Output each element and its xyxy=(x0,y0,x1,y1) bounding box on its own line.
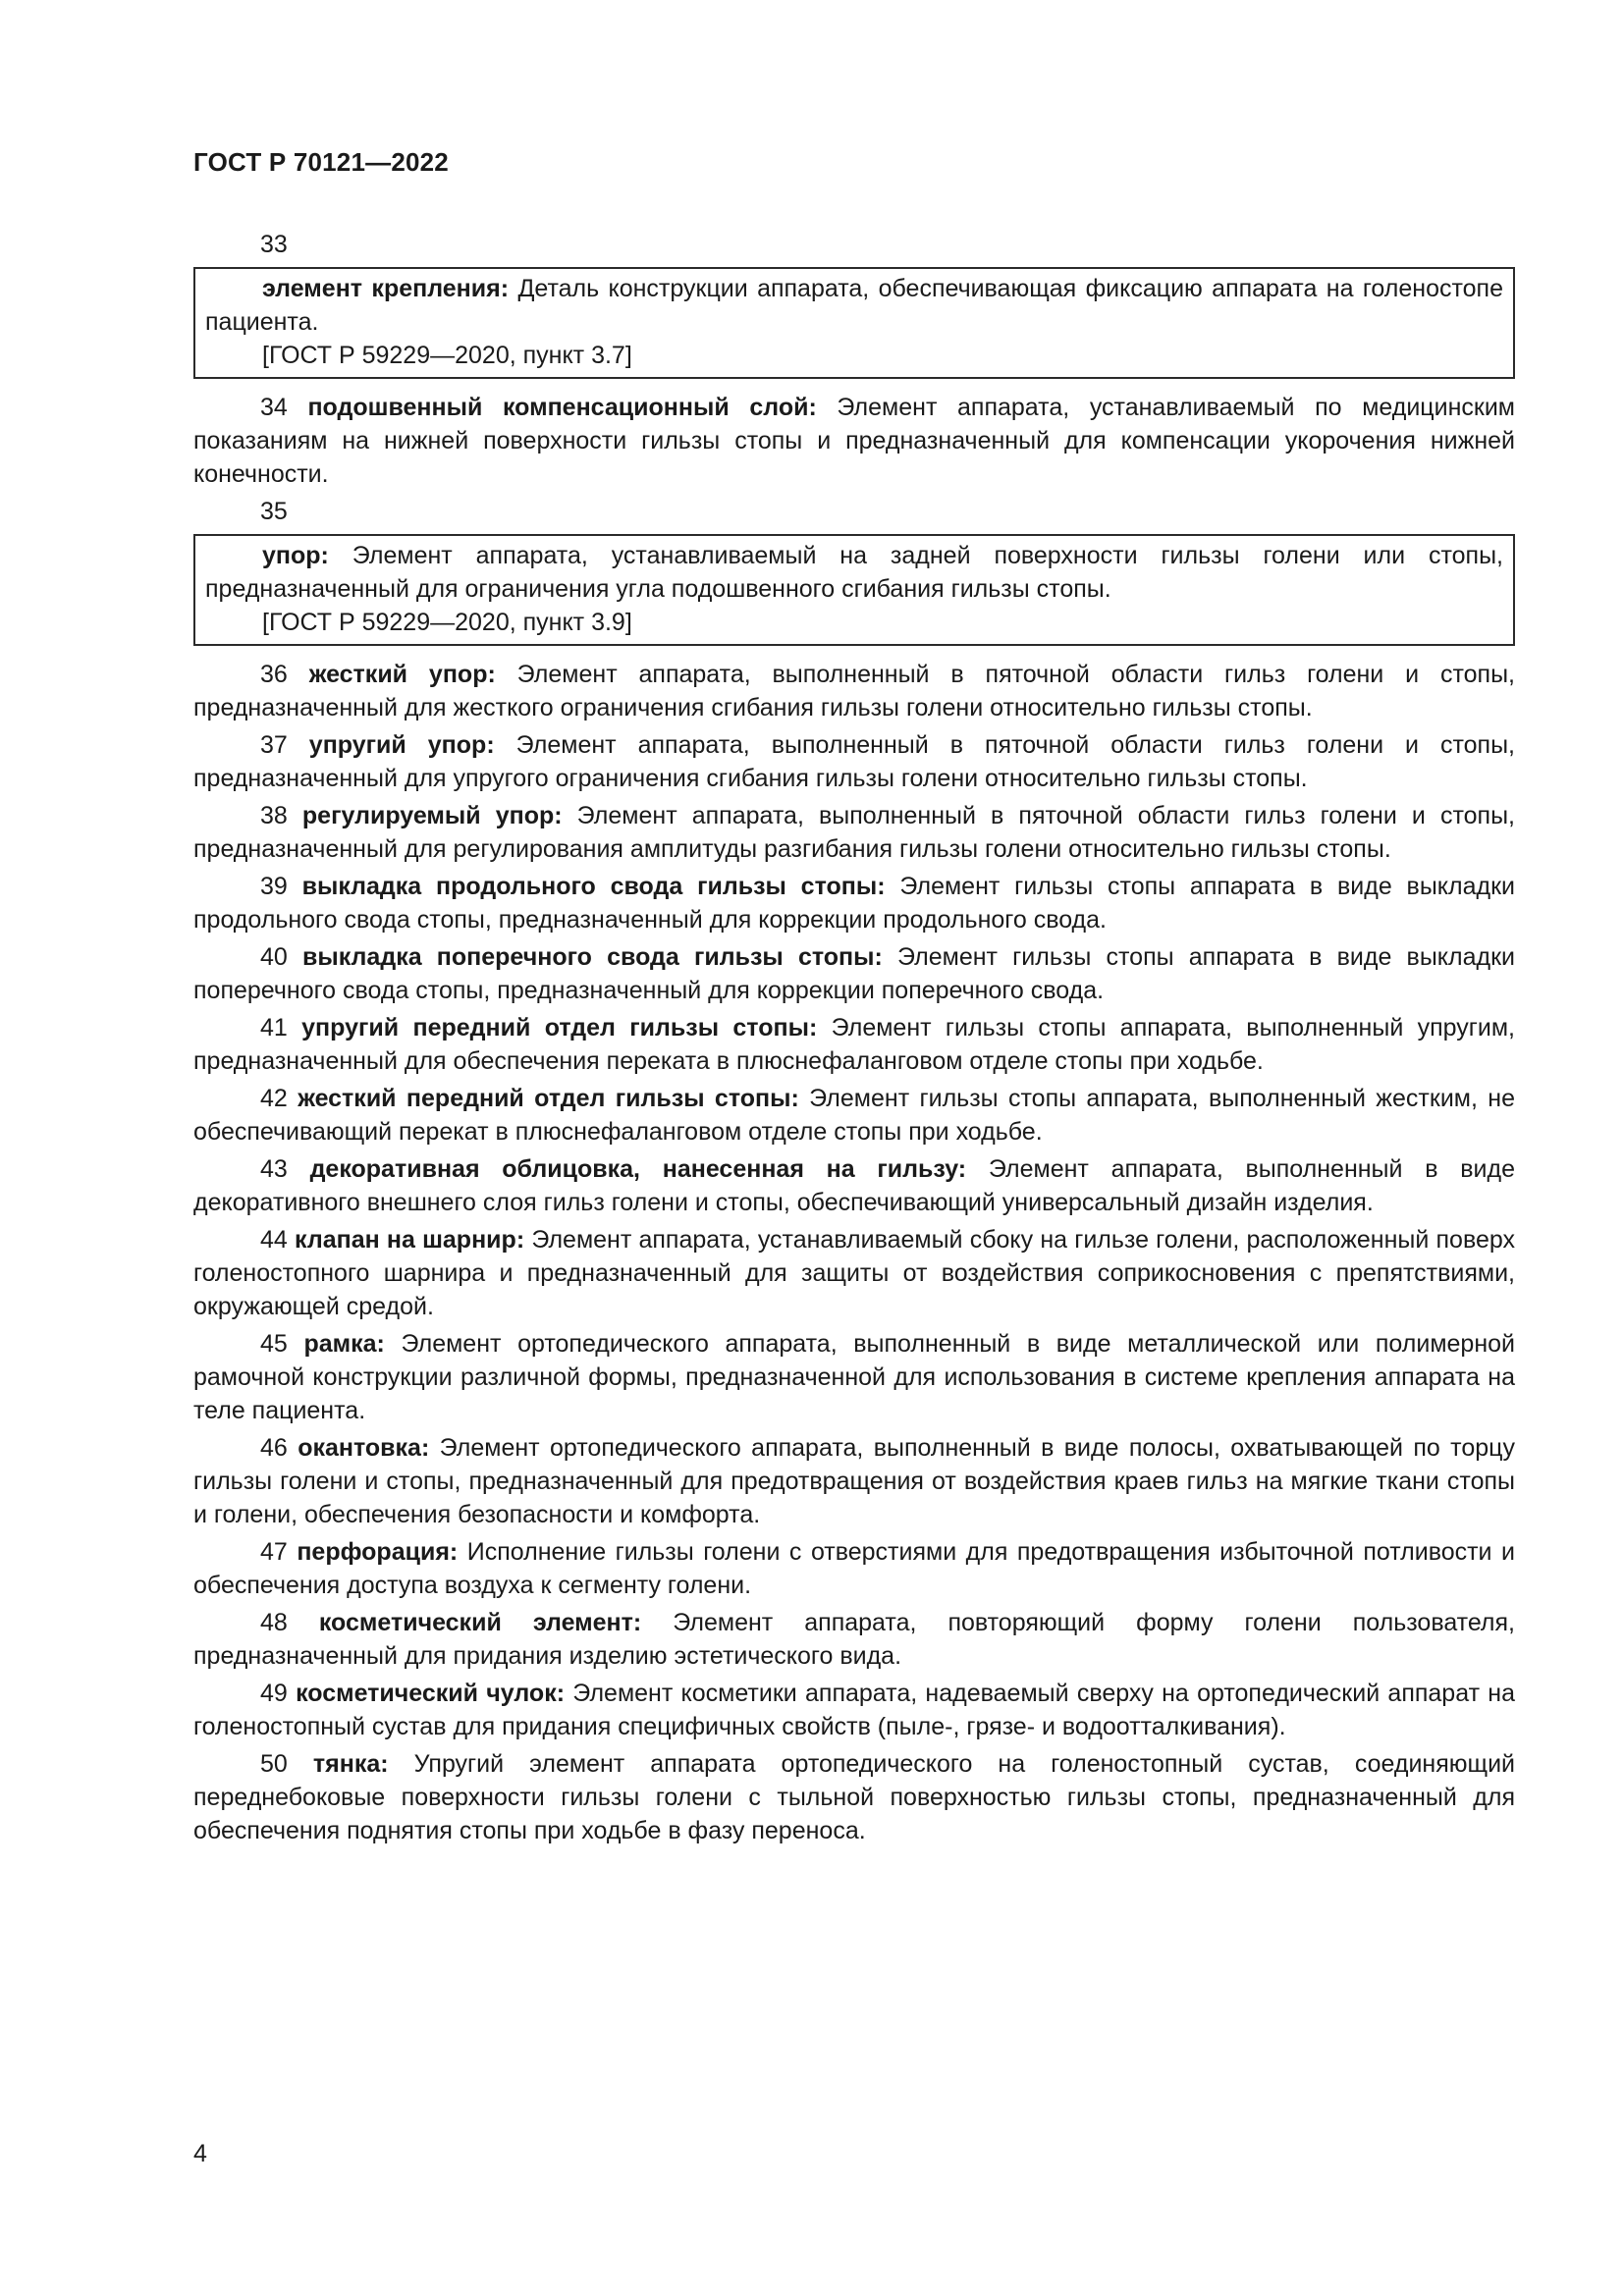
term-entry xyxy=(205,272,1503,339)
term-name: клапан на шарнир: xyxy=(295,1226,525,1254)
term-name: подошвенный компенсационный слой: xyxy=(307,394,817,421)
page-number: 4 xyxy=(193,2140,207,2167)
term-name: жесткий упор: xyxy=(308,661,496,688)
term-42 xyxy=(193,1082,1515,1148)
term-name: косметический чулок: xyxy=(296,1680,566,1707)
term-reference: [ГОСТ Р 59229—2020, пункт 3.9] xyxy=(262,609,632,636)
framed-term-33 xyxy=(193,267,1515,379)
term-definition: Элемент ортопедического аппарата, выполненный в виде полосы, охватывающей по торцу гильзы голени и стопы, предназначенный для предотвращения от воздействия краев гильз на мягкие ткани стопы и голени, обеспечения безопасности и комфорта. xyxy=(193,1434,1515,1528)
terms-list xyxy=(193,228,1515,1851)
term-definition: Элемент гильзы стопы аппарата, выполненный упругим, предназначенный для обеспечения переката в плюснефаланговом отделе стопы при ходьбе. xyxy=(193,1014,1515,1075)
term-number: 41 xyxy=(260,1014,288,1041)
term-number: 45 xyxy=(260,1330,288,1358)
term-definition: Элемент аппарата, устанавливаемый сбоку на гильзе голени, расположенный поверх голеностопного шарнира и предназначенный для защиты от воздействия соприкосновения с препятствиями, окружающей средой. xyxy=(193,1226,1515,1320)
term-number: 43 xyxy=(260,1155,288,1183)
term-number: 34 xyxy=(260,394,288,421)
term-46 xyxy=(193,1431,1515,1531)
term-name: упругий упор: xyxy=(308,731,495,759)
term-reference: [ГОСТ Р 59229—2020, пункт 3.7] xyxy=(262,342,632,369)
term-number: 33 xyxy=(260,231,288,258)
term-38 xyxy=(193,799,1515,866)
term-41 xyxy=(193,1011,1515,1078)
term-number: 48 xyxy=(260,1609,288,1636)
term-definition: Исполнение гильзы голени с отверстиями для предотвращения избыточной потливости и обеспечения доступа воздуха к сегменту голени. xyxy=(193,1538,1515,1599)
term-definition: Элемент гильзы стопы аппарата в виде выкладки поперечного свода стопы, предназначенный для коррекции поперечного свода. xyxy=(193,943,1515,1004)
term-definition: Элемент аппарата, выполненный в пяточной области гильз голени и стопы, предназначенный для упругого ограничения сгибания гильзы голени относительно гильзы стопы. xyxy=(193,731,1515,792)
term-number: 39 xyxy=(260,873,288,900)
term-48 xyxy=(193,1606,1515,1673)
term-49 xyxy=(193,1677,1515,1743)
term-34 xyxy=(193,391,1515,491)
term-name: выкладка продольного свода гильзы стопы: xyxy=(301,873,886,900)
term-43 xyxy=(193,1152,1515,1219)
term-number: 47 xyxy=(260,1538,288,1566)
term-44 xyxy=(193,1223,1515,1323)
term-name: элемент крепления: xyxy=(262,275,510,302)
term-name: жесткий передний отдел гильзы стопы: xyxy=(298,1085,799,1112)
term-name: окантовка: xyxy=(298,1434,430,1462)
term-definition: Упругий элемент аппарата ортопедического на голеностопный сустав, соединяющий переднебоковые поверхности гильзы голени с тыльной поверхностью гильзы стопы, предназначенный для обеспечения поднятия стопы при ходьбе в фазу переноса. xyxy=(193,1750,1516,1844)
term-40 xyxy=(193,940,1515,1007)
framed-term-35 xyxy=(193,534,1515,646)
term-definition: Элемент аппарата, выполненный в виде декоративного внешнего слоя гильз голени и стопы, обеспечивающий универсальный дизайн изделия. xyxy=(193,1155,1515,1216)
term-number: 38 xyxy=(260,802,288,829)
term-name: регулируемый упор: xyxy=(301,802,563,829)
term-definition: Элемент гильзы стопы аппарата в виде выкладки продольного свода стопы, предназначенный для коррекции продольного свода. xyxy=(193,873,1515,934)
term-number: 40 xyxy=(260,943,288,971)
term-definition: Деталь конструкции аппарата, обеспечивающая фиксацию аппарата на голеностопе пациента. xyxy=(205,275,1503,336)
term-definition: Элемент аппарата, выполненный в пяточной области гильз голени и стопы, предназначенный для жесткого ограничения сгибания гильзы голени относительно гильзы стопы. xyxy=(193,661,1515,721)
term-definition: Элемент гильзы стопы аппарата, выполненный жестким, не обеспечивающий перекат в плюснефаланговом отделе стопы при ходьбе. xyxy=(193,1085,1515,1146)
term-name: упор: xyxy=(262,542,329,569)
term-number: 46 xyxy=(260,1434,288,1462)
term-36 xyxy=(193,658,1515,724)
document-header: ГОСТ Р 70121—2022 xyxy=(193,147,449,177)
term-number: 50 xyxy=(260,1750,288,1778)
term-47 xyxy=(193,1535,1515,1602)
term-50 xyxy=(193,1747,1515,1847)
term-definition: Элемент аппарата, повторяющий форму голени пользователя, предназначенный для придания изделию эстетического вида. xyxy=(193,1609,1515,1670)
term-39 xyxy=(193,870,1515,936)
term-definition: Элемент ортопедического аппарата, выполненный в виде металлической или полимерной рамочной конструкции различной формы, предназначенной для использования в системе крепления аппарата на теле пациента. xyxy=(193,1330,1515,1424)
term-number: 44 xyxy=(260,1226,288,1254)
term-name: выкладка поперечного свода гильзы стопы: xyxy=(302,943,883,971)
term-45 xyxy=(193,1327,1515,1427)
term-name: рамка: xyxy=(303,1330,385,1358)
term-number: 42 xyxy=(260,1085,288,1112)
term-number: 49 xyxy=(260,1680,288,1707)
term-name: декоративная облицовка, нанесенная на гильзу: xyxy=(309,1155,967,1183)
term-number: 37 xyxy=(260,731,288,759)
term-definition: Элемент аппарата, устанавливаемый по медицинским показаниям на нижней поверхности гильзы стопы и предназначенный для компенсации укорочения нижней конечности. xyxy=(193,394,1515,488)
term-definition: Элемент косметики аппарата, надеваемый сверху на ортопедический аппарат на голеностопный сустав для придания специфичных свойств (пыле-, грязе- и водоотталкивания). xyxy=(193,1680,1515,1740)
term-entry xyxy=(205,539,1503,606)
term-name: упругий передний отдел гильзы стопы: xyxy=(301,1014,818,1041)
term-definition: Элемент аппарата, выполненный в пяточной области гильз голени и стопы, предназначенный для регулирования амплитуды разгибания гильзы голени относительно гильзы стопы. xyxy=(193,802,1515,863)
term-name: перфорация: xyxy=(297,1538,459,1566)
term-name: косметический элемент: xyxy=(318,1609,642,1636)
term-definition: Элемент аппарата, устанавливаемый на задней поверхности гильзы голени или стопы, предназначенный для ограничения угла подошвенного сгибания гильзы стопы. xyxy=(205,542,1503,603)
term-name: тянка: xyxy=(312,1750,389,1778)
term-number: 35 xyxy=(260,498,288,525)
term-37 xyxy=(193,728,1515,795)
term-number: 36 xyxy=(260,661,288,688)
